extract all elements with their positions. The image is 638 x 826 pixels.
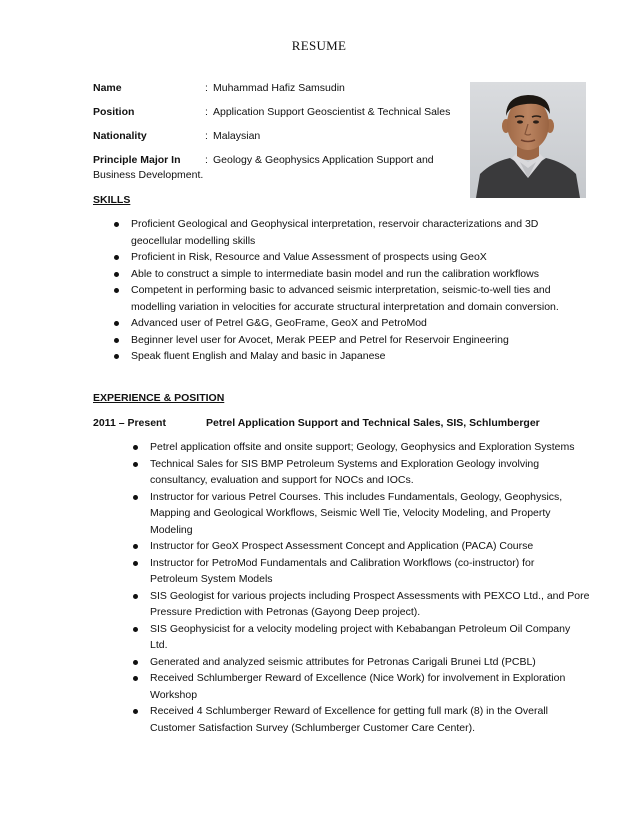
bullet-icon	[133, 462, 138, 467]
bullet-icon	[114, 354, 119, 359]
portrait-illustration	[470, 82, 586, 198]
list-item-line: SIS Geologist for various projects including Prospect Assessments with PEXCO Ltd., and Pore	[150, 589, 590, 602]
info-value: Malaysian	[213, 130, 261, 142]
profile-photo	[470, 82, 586, 198]
info-label: Name	[93, 82, 122, 94]
list-item-line: Able to construct a simple to intermediate basin model and run the calibration workflows	[131, 267, 539, 280]
list-item-line: Received 4 Schlumberger Reward of Excellence for getting full mark (8) in the Overall	[150, 705, 549, 717]
list-item-line: Speak fluent English and Malay and basic in Japanese	[131, 350, 386, 362]
experience-item	[150, 654, 610, 671]
list-item-line: Ltd.	[150, 639, 168, 651]
experience-list	[150, 439, 610, 736]
info-label: Nationality	[93, 130, 147, 142]
info-separator: :	[205, 82, 208, 94]
info-separator: :	[205, 106, 208, 118]
bullet-icon	[133, 561, 138, 566]
list-item-line: Advanced user of Petrel G&G, GeoFrame, GeoX and PetroMod	[131, 317, 427, 329]
bullet-icon	[133, 544, 138, 549]
experience-item	[150, 538, 610, 555]
list-item-line: Competent in performing basic to advanced seismic interpretation, seismic-to-well ties and	[131, 284, 551, 296]
info-separator: :	[205, 154, 208, 166]
list-item-line: Petrel application offsite and onsite support; Geology, Geophysics and Exploration Systems	[150, 441, 575, 453]
skill-item	[131, 332, 601, 349]
list-item-line: geocellular modelling skills	[131, 234, 256, 247]
bullet-icon	[133, 445, 138, 450]
info-value: Geology & Geophysics Application Support and	[213, 154, 434, 166]
list-item-line: Technical Sales for SIS BMP Petroleum Systems and Exploration Geology involving	[150, 457, 540, 470]
list-item-line: Customer Satisfaction Survey (Schlumberger Customer Care Center).	[150, 721, 476, 734]
experience-item	[150, 588, 610, 621]
experience-item	[150, 439, 610, 456]
list-item-line: Pressure Prediction with Petronas (Gayong Deep project).	[150, 606, 421, 618]
bullet-icon	[114, 321, 119, 326]
info-value: Muhammad Hafiz Samsudin	[213, 82, 345, 94]
info-row-name	[93, 81, 463, 96]
bullet-icon	[114, 288, 119, 293]
list-item-line: Beginner level user for Avocet, Merak PEEP and Petrel for Reservoir Engineering	[131, 333, 509, 346]
skill-item	[131, 266, 601, 283]
job-role: Petrel Application Support and Technical Sales, SIS, Schlumberger	[206, 417, 540, 429]
info-label: Position	[93, 106, 135, 118]
info-value-continuation: Business Development.	[93, 169, 204, 181]
skills-list	[131, 216, 601, 365]
info-row-position	[93, 105, 463, 120]
list-item-line: Generated and analyzed seismic attributes for Petronas Carigali Brunei Ltd (PCBL)	[150, 655, 536, 668]
skill-item	[131, 249, 601, 266]
skill-item	[131, 315, 601, 332]
bullet-icon	[114, 222, 119, 227]
list-item-line: SIS Geophysicist for a velocity modeling project with Kebabangan Petroleum Oil Company	[150, 622, 571, 635]
bullet-icon	[133, 676, 138, 681]
info-value: Application Support Geoscientist & Technical Sales	[213, 106, 451, 118]
experience-item	[150, 670, 610, 703]
list-item-line: Petroleum System Models	[150, 573, 273, 585]
list-item-line: modelling variation in velocities for accurate structural interpretation and domain conversion.	[131, 300, 559, 313]
experience-heading: EXPERIENCE & POSITION	[93, 392, 225, 404]
bullet-icon	[133, 660, 138, 665]
info-label: Principle Major In	[93, 154, 181, 166]
list-item-line: Received Schlumberger Reward of Excellence (Nice Work) for involvement in Exploration	[150, 672, 566, 684]
skill-item	[131, 216, 601, 249]
bullet-icon	[114, 255, 119, 260]
list-item-line: Instructor for PetroMod Fundamentals and Calibration Workflows (co-instructor) for	[150, 556, 535, 569]
skills-heading: SKILLS	[93, 194, 131, 206]
info-row-nationality	[93, 129, 463, 144]
skill-item	[131, 348, 601, 365]
list-item-line: Modeling	[150, 523, 193, 536]
info-separator: :	[205, 130, 208, 142]
experience-item	[150, 703, 610, 736]
list-item-line: consultancy, evaluation and support for NOCs and IOCs.	[150, 474, 414, 486]
list-item-line: Instructor for various Petrel Courses. This includes Fundamentals, Geology, Geophysics,	[150, 490, 563, 503]
bullet-icon	[133, 627, 138, 632]
experience-item	[150, 555, 610, 588]
bullet-icon	[133, 594, 138, 599]
bullet-icon	[133, 495, 138, 500]
job-years: 2011 – Present	[93, 417, 166, 429]
skill-item	[131, 282, 601, 315]
list-item-line: Instructor for GeoX Prospect Assessment Concept and Application (PACA) Course	[150, 540, 534, 552]
bullet-icon	[114, 272, 119, 277]
list-item-line: Workshop	[150, 688, 198, 701]
experience-item	[150, 489, 610, 539]
info-row-principle-major	[93, 153, 463, 183]
bullet-icon	[133, 709, 138, 714]
bullet-icon	[114, 338, 119, 343]
document-title: RESUME	[291, 38, 347, 53]
list-item-line: Proficient in Risk, Resource and Value Assessment of prospects using GeoX	[131, 251, 487, 263]
experience-item	[150, 621, 610, 654]
list-item-line: Mapping and Geological Workflows, Seismic Well Tie, Velocity Modeling, and Property	[150, 507, 551, 519]
list-item-line: Proficient Geological and Geophysical interpretation, reservoir characterizations and 3D	[131, 218, 539, 230]
job-entry-header	[93, 416, 540, 431]
experience-item	[150, 456, 610, 489]
